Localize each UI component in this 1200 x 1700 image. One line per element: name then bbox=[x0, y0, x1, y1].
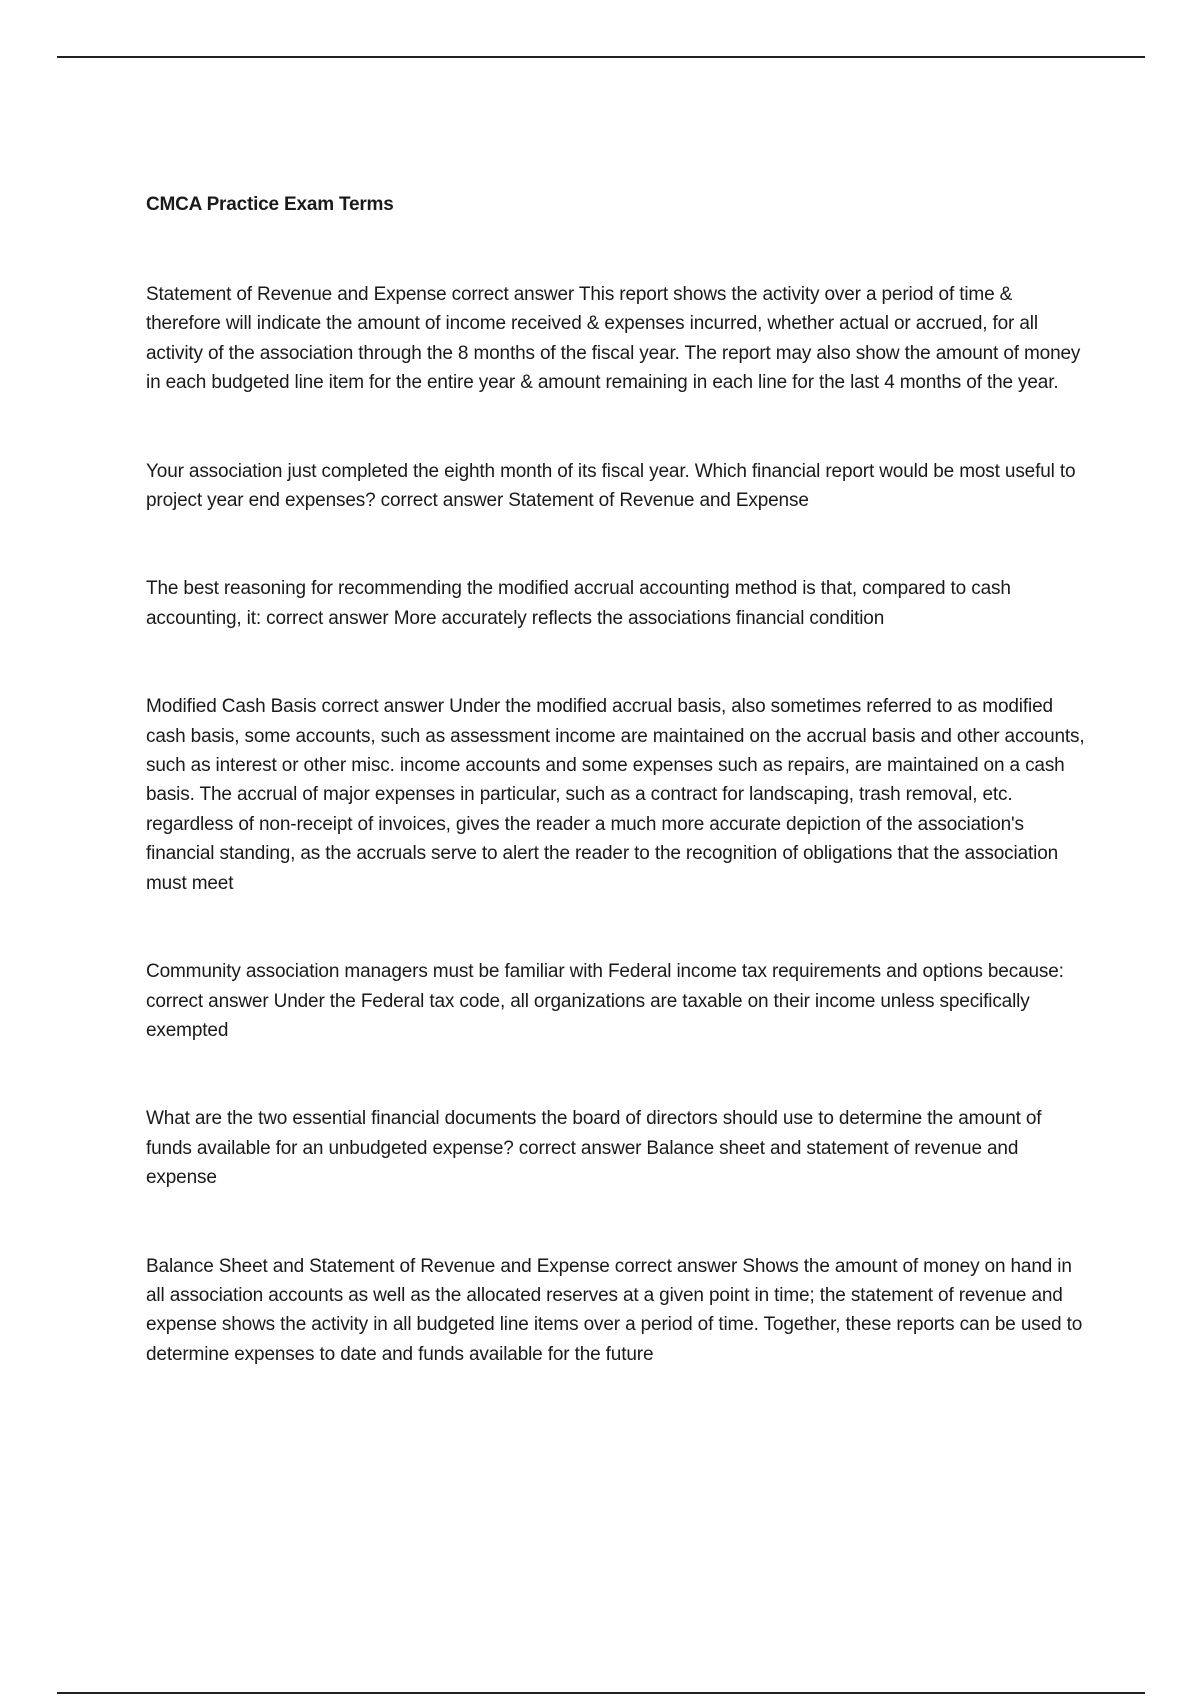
qa-entry-statement-of-revenue-and-expense: Statement of Revenue and Expense correct answer This report shows the activity over a period of time & therefore will indicate the amount of income received & expenses incurred, whether actual or accrued, for all activity of the association through the 8 months of the fiscal year. The report may also show the amount of money in each budgeted line item for the entire year & amount remaining in each line for the last 4 months of the year. bbox=[146, 284, 1081, 394]
qa-entry-year-end-projection: Your association just completed the eighth month of its fiscal year. Which financial report would be most useful to project year end expenses? correct answer Statement of Revenue and Expense bbox=[146, 460, 1076, 512]
qa-entry-modified-cash-basis: Modified Cash Basis correct answer Under the modified accrual basis, also sometimes referred to as modified cash basis, some accounts, such as assessment income are maintained on the accrual basis and other accounts, such as interest or other misc. income accounts and some expenses such as repairs, are maintained on a cash basis. The accrual of major expenses in particular, such as a contract for landscaping, trash removal, etc. regardless of non-receipt of invoices, gives the reader a much more accurate depiction of the association's financial standing, as the accruals serve to alert the reader to the recognition of obligations that the association must meet bbox=[146, 696, 1085, 894]
qa-entry-unbudgeted-expense-documents: What are the two essential financial documents the board of directors should use to determine the amount of funds available for an unbudgeted expense? correct answer Balance sheet and statement of revenue and expense bbox=[146, 1108, 1042, 1189]
footer-rule bbox=[57, 1692, 1145, 1694]
qa-entry-modified-accrual-reasoning: The best reasoning for recommending the modified accrual accounting method is that, compared to cash accounting, it: correct answer More accurately reflects the associations financial condition bbox=[146, 578, 1011, 629]
document-body bbox=[146, 190, 1091, 1369]
qa-entry-list bbox=[146, 280, 1091, 1369]
document-title: CMCA Practice Exam Terms bbox=[146, 194, 394, 215]
header-rule bbox=[57, 56, 1145, 58]
qa-entry-federal-income-tax: Community association managers must be familiar with Federal income tax requirements and options because: correct answer Under the Federal tax code, all organizations are taxable on their income unless specifically exempted bbox=[146, 961, 1064, 1041]
qa-entry-balance-sheet: Balance Sheet and Statement of Revenue and Expense correct answer Shows the amount of money on hand in all association accounts as well as the allocated reserves at a given point in time; the statement of revenue and expense shows the activity in all budgeted line items over a period of time. Together, these reports can be used to determine expenses to date and funds available for the future bbox=[146, 1255, 1083, 1365]
